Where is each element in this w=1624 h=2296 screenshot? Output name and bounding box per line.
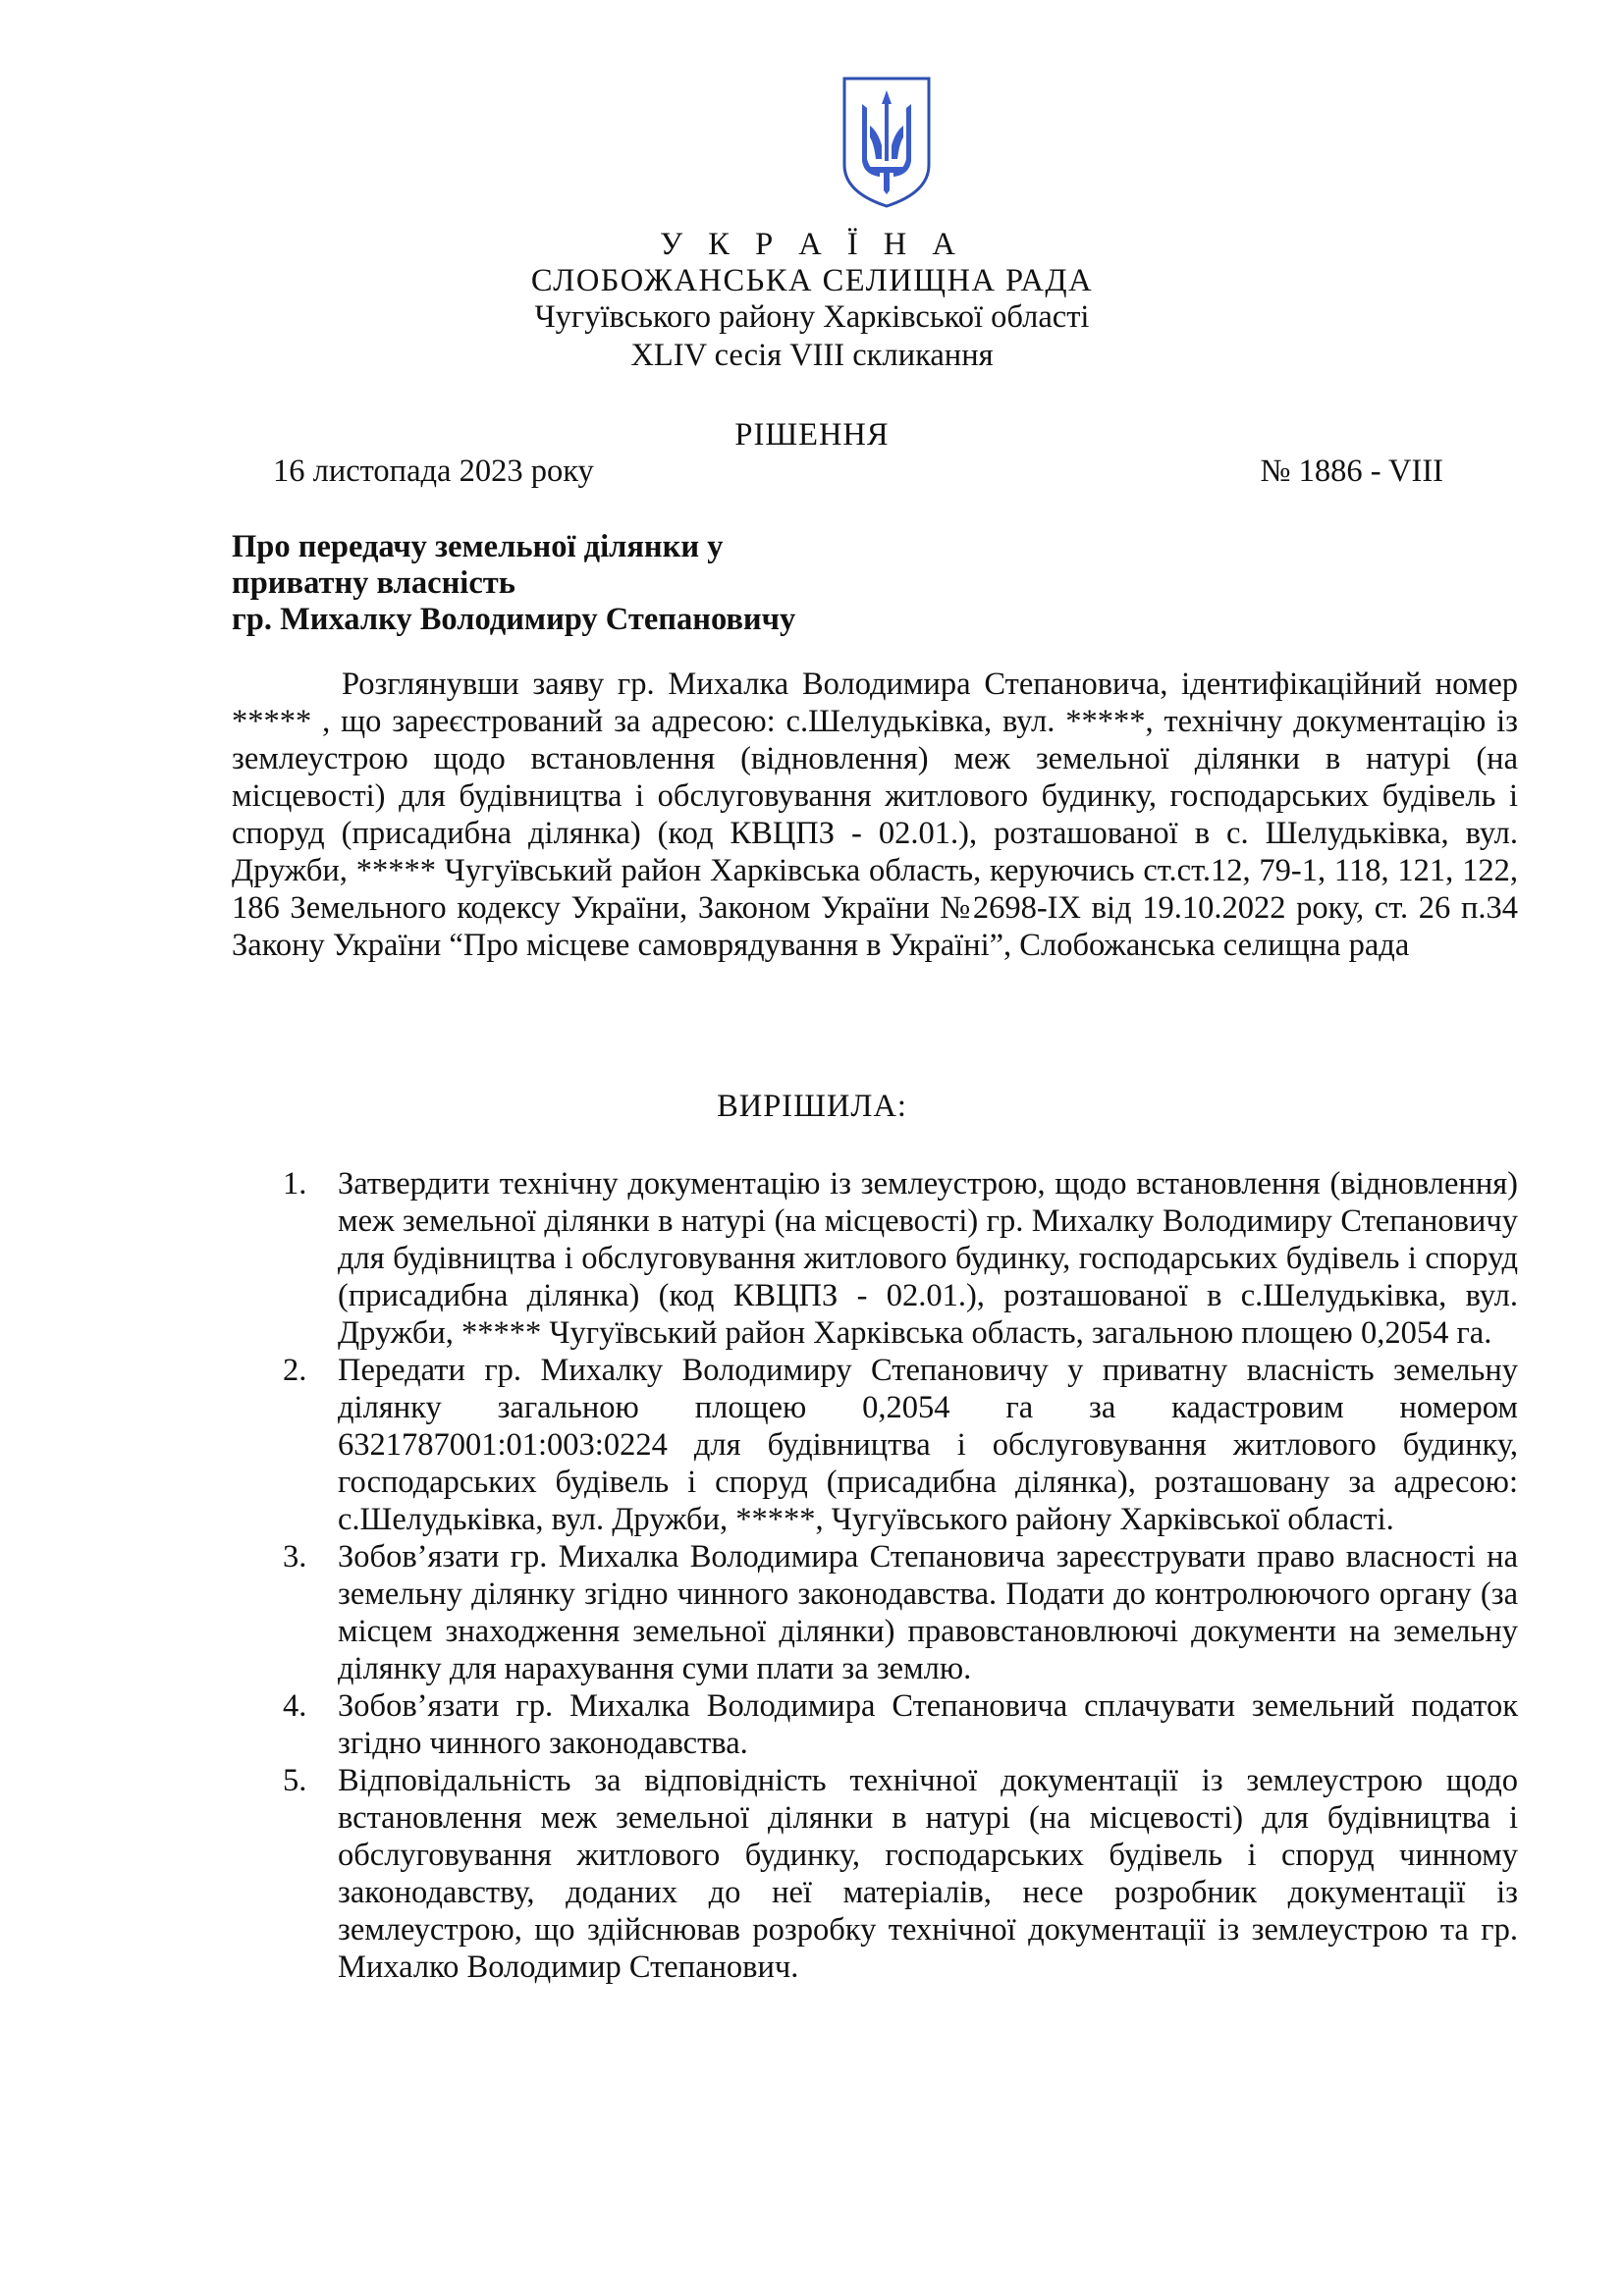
- resolved-heading: ВИРІШИЛА:: [717, 1089, 907, 1124]
- country-title: У К Р А Ї Н А: [660, 227, 964, 262]
- decision-text: Затвердити технічну документацію із землеустрою, щодо встановлення (відновлення) меж земельної ділянки в натурі (на місцевості) гр. Михалку Володимиру Степановичу для будівництва і обслуговування житлового будинку, господарських будівель і споруд (присадибна ділянка) (код КВЦПЗ - 02.01.), розташованої в с.Шелудьківка, вул. Дружби, ***** Чугуївський район Харківська область, загальною площею 0,2054 га.: [338, 1166, 1518, 1351]
- decision-number: 2.: [283, 1353, 307, 1388]
- decision-text: Зобов’язати гр. Михалка Володимира Степановича сплачувати земельний податок згідно чинного законодавства.: [338, 1688, 1518, 1761]
- council-name: СЛОБОЖАНСЬКА СЕЛИЩНА РАДА: [530, 263, 1094, 298]
- decision-item: [232, 1762, 1518, 1986]
- subject-line-3: гр. Михалку Володимиру Степановичу: [232, 602, 796, 637]
- decision-number: 4.: [283, 1688, 307, 1724]
- decision-item: [232, 1687, 1518, 1762]
- decision-text: Відповідальність за відповідність технічної документації із землеустрою щодо встановлення меж земельної ділянки в натурі (на місцевості) для будівництва і обслуговування житлового будинку, господарських будівель і споруд чинному законодавству, доданих до неї матеріалів, несе розробник документації із землеустрою, що здійснював розробку технічної документації із землеустрою та гр. Михалко Володимир Степанович.: [338, 1763, 1518, 1985]
- decision-number: 3.: [283, 1539, 307, 1575]
- decision-list: [232, 1165, 1518, 1986]
- document-date: 16 листопада 2023 року: [273, 454, 594, 489]
- decision-text: Зобов’язати гр. Михалка Володимира Степановича зареєструвати право власності на земельну ділянку згідно чинного законодавства. Подати до контролюючого органу (за місцем знаходження земельної ділянки) правовстановлюючі документи на земельну ділянку для нарахування суми плати за землю.: [338, 1539, 1518, 1686]
- document-number: № 1886 - VIII: [1260, 454, 1443, 489]
- coat-of-arms-trident-icon: [840, 75, 933, 210]
- decision-number: 5.: [283, 1763, 307, 1798]
- decision-item: [232, 1538, 1518, 1687]
- decision-item: [232, 1352, 1518, 1538]
- district-name: Чугуївського району Харківської області: [534, 299, 1090, 335]
- document-subject: [232, 529, 795, 638]
- preamble-paragraph: Розглянувши заяву гр. Михалка Володимира Степановича, ідентифікаційний номер ***** , що зареєстрований за адресою: с.Шелудьківка, вул. *****, технічну документацію із землеустрою щодо встановлення (відновлення) меж земельної ділянки в натурі (на місцевості) для будівництва і обслуговування житлового будинку, господарських будівель і споруд (присадибна ділянка) (код КВЦПЗ - 02.01.), розташованої в с. Шелудьківка, вул. Дружби, ***** Чугуївський район Харківська область, керуючись ст.ст.12, 79-1, 118, 121, 122, 186 Земельного кодексу України, Законом України №2698-IX від 19.10.2022 року, ст. 26 п.34 Закону України “Про місцеве самоврядування в Україні”, Слобожанська селищна рада: [232, 667, 1518, 963]
- session-info: XLIV сесія VIII скликання: [630, 338, 994, 373]
- decision-number: 1.: [283, 1166, 307, 1201]
- subject-line-1: Про передачу земельної ділянки у: [232, 529, 724, 564]
- document-type: РІШЕННЯ: [734, 417, 890, 453]
- subject-line-2: приватну власність: [232, 565, 515, 601]
- decision-text: Передати гр. Михалку Володимиру Степановичу у приватну власність земельну ділянку загальною площею 0,2054 га за кадастровим номером 6321787001:01:003:0224 для будівництва і обслуговування житлового будинку, господарських будівель і споруд (присадибна ділянка), розташовану за адресою: с.Шелудьківка, вул. Дружби, *****, Чугуївського району Харківської області.: [338, 1353, 1518, 1537]
- decision-item: [232, 1165, 1518, 1352]
